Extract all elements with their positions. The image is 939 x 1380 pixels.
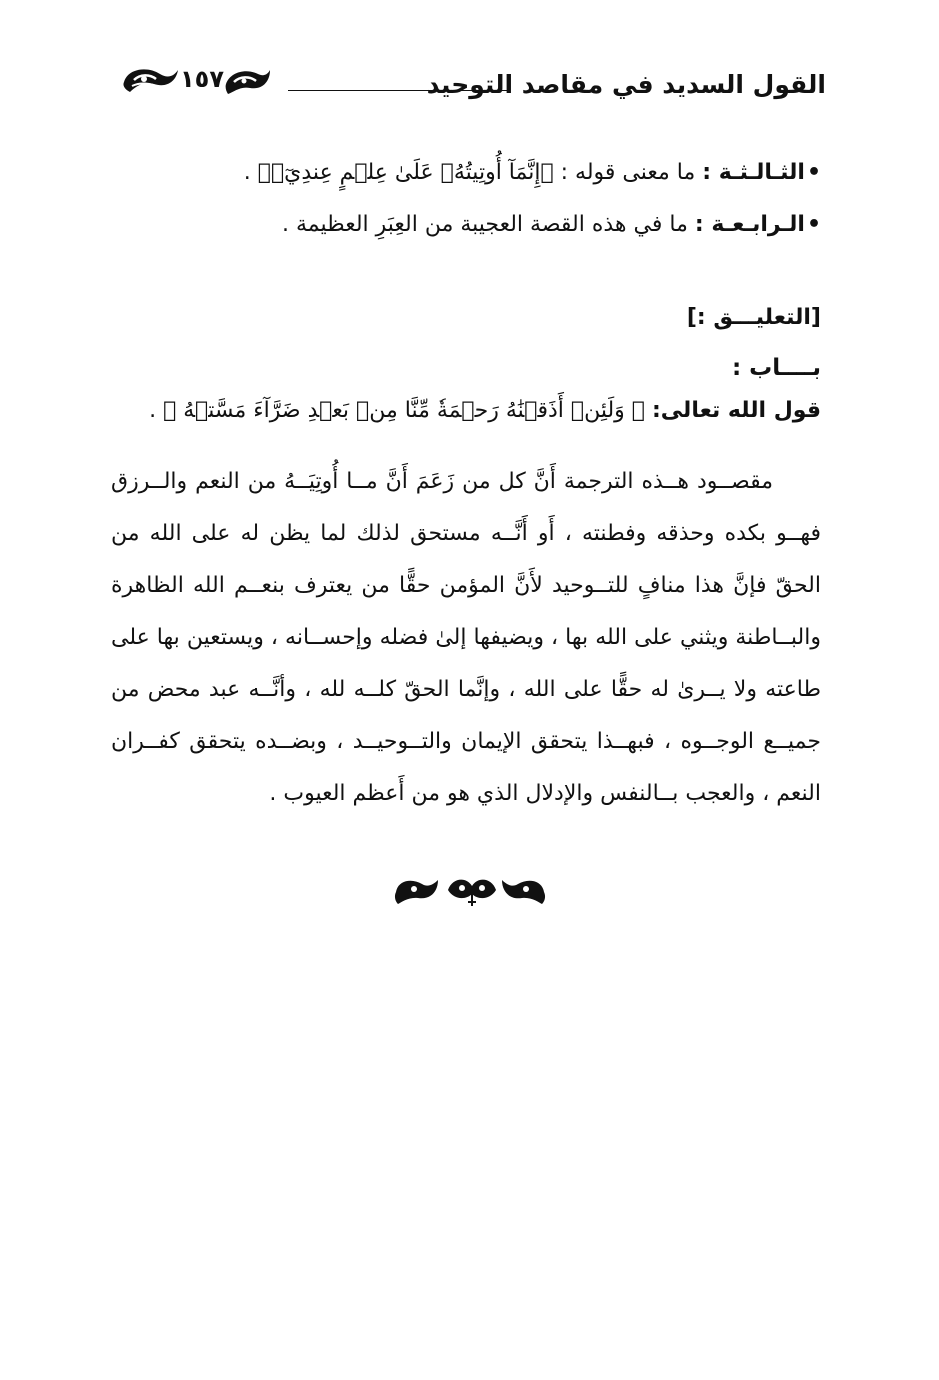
chapter-heading: بــــاب : [731, 355, 821, 381]
quran-quote [149, 398, 821, 423]
left-flourish-icon [120, 64, 180, 98]
running-header-title: القول السديد في مقاصد التوحيد [426, 70, 826, 99]
question-four [282, 212, 821, 237]
page-number: ١٥٧ [180, 65, 224, 93]
page-number-block [120, 62, 272, 100]
quote-text: ﴿ وَلَئِنۡ أَذَقۡنَٰهُ رَحۡمَةٗ مِّنَّا مِنۢ بَعۡدِ ضَرَّآءَ مَسَّتۡهُ ﴾ . [149, 398, 645, 423]
question-four-label: • الـرابـعـة : [695, 212, 821, 237]
commentary-heading: [التعليـــق :] [686, 305, 821, 330]
quote-label: قول الله تعالى: [652, 398, 821, 423]
question-three [244, 160, 821, 185]
header-rule [288, 90, 508, 91]
section-end-ornament-icon [392, 870, 548, 910]
right-flourish-icon [224, 64, 272, 98]
question-three-text: ما معنى قوله : ﴿إِنَّمَآ أُوتِيتُهُۥ عَلَىٰ عِلۡمٍ عِندِيٓۚ﴾ . [243, 160, 696, 185]
question-three-label: • الثـالـثـة : [702, 160, 821, 185]
body-paragraph: مقصــود هــذه الترجمة أَنَّ كل من زَعَمَ أَنَّ مــا أُوتِيَــهُ من النعم والــرزق فهــو بكده وحذقه وفطنته ، أَو أَنَّــه مستحق لذلك لما يظن له على الله من الحقّ فإنَّ هذا منافٍ للتــوحيد لأَنَّ المؤمن حقًّا من يعترف بنعــم الله الظاهرة والبــاطنة ويثني على الله بها ، ويضيفها إلىٰ فضله وإحســانه ، ويستعين بها على طاعته ولا يــرىٰ له حقًّا على الله ، وإنَّما الحقّ كلــه لله ، وأنَّــه عبد محض من جميــع الوجــوه ، فبهــذا يتحقق الإيمان والتــوحيــد ، وبضــده يتحقق كفــران النعم ، والعجب بــالنفس والإدلال الذي هو من أَعظم العيوب . [111, 469, 821, 806]
question-four-text: ما في هذه القصة العجيبة من العِبَرِ العظيمة . [282, 212, 688, 237]
commentary-body [111, 456, 821, 820]
